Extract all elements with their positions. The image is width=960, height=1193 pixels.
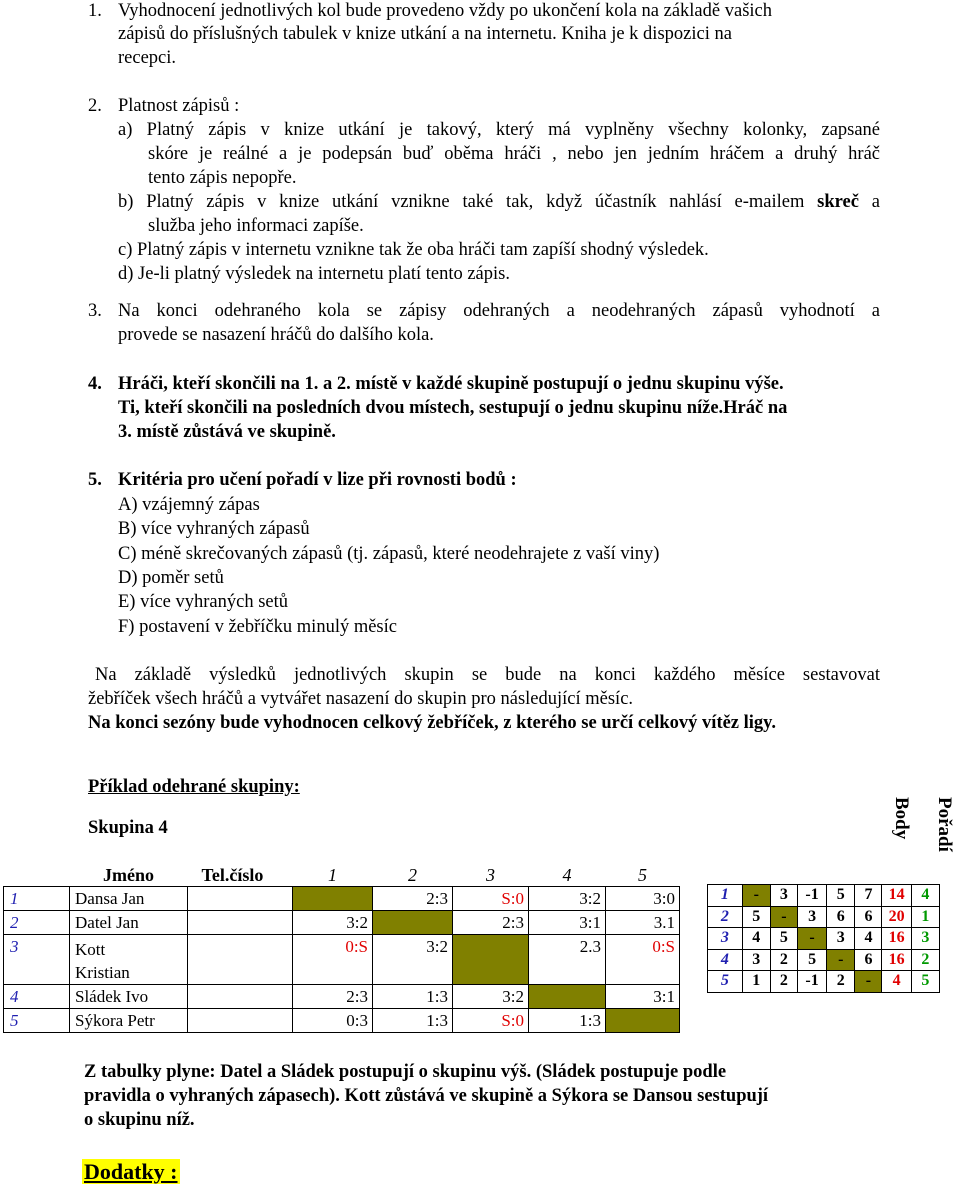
points-value: 6 — [855, 906, 882, 928]
points-total: 4 — [882, 971, 911, 993]
header-col-2: 2 — [373, 864, 453, 887]
points-value: - — [855, 971, 882, 993]
result-cell: 1:3 — [373, 1009, 453, 1033]
points-row — [708, 928, 940, 950]
player-index: 5 — [4, 1009, 70, 1033]
result-cell: 2:3 — [293, 985, 373, 1009]
points-rank: 2 — [911, 949, 939, 971]
self-match-cell — [453, 935, 529, 985]
self-match-cell — [529, 985, 606, 1009]
points-value: 5 — [742, 906, 770, 928]
points-value: 6 — [827, 906, 855, 928]
rule-2a-line-1: a) Platný zápis v knize utkání je takový, který má vyplněny všechny kolonky, zapsané — [118, 120, 880, 140]
points-table — [707, 884, 940, 1045]
result-cell: 3:0 — [606, 887, 680, 911]
rule-1-line-2: zápisů do příslušných tabulek v knize utkání a na internetu. Kniha je k dispozici na — [118, 24, 732, 44]
points-value: 3 — [827, 928, 855, 950]
points-value: 2 — [770, 949, 797, 971]
rule-2a-line-3: tento zápis nepopře. — [148, 168, 297, 188]
points-rank: 4 — [911, 885, 939, 907]
rule-2b-line-2: služba jeho informaci zapíše. — [148, 216, 364, 236]
points-row — [708, 949, 940, 971]
player-index: 4 — [4, 985, 70, 1009]
conclusion-line-2: pravidla o vyhraných zápasech). Kott zůstává ve skupině a Sýkora se Dansou sestupují — [84, 1086, 769, 1106]
result-cell: S:0 — [453, 887, 529, 911]
rule-4-line-3: 3. místě zůstává ve skupině. — [118, 422, 336, 442]
points-total: 16 — [882, 949, 911, 971]
points-value: 5 — [770, 928, 797, 950]
result-cell: 0:S — [606, 935, 680, 985]
criterion-f: F) postavení v žebříčku minulý měsíc — [118, 617, 397, 637]
conclusion-line-1: Z tabulky plyne: Datel a Sládek postupují o skupinu výš. (Sládek postupuje podle — [84, 1062, 727, 1082]
result-cell: S:0 — [453, 1009, 529, 1033]
result-cell: 3:2 — [529, 887, 606, 911]
points-total: 20 — [882, 906, 911, 928]
player-name: Sládek Ivo — [70, 985, 188, 1009]
result-cell: 2.3 — [529, 935, 606, 985]
group-table — [3, 864, 680, 1033]
points-spacer — [708, 992, 940, 1045]
points-rank: 5 — [911, 971, 939, 993]
rule-5-title: Kritéria pro učení pořadí v lize při rovnosti bodů : — [118, 470, 517, 490]
player-phone — [188, 935, 293, 985]
rule-2c: c) Platný zápis v internetu vznikne tak že oba hráči tam zapíší shodný výsledek. — [118, 240, 709, 260]
result-cell: 3.1 — [606, 911, 680, 935]
result-cell: 1:3 — [529, 1009, 606, 1033]
rule-4-number: 4. — [88, 374, 102, 394]
result-cell: 3:2 — [453, 985, 529, 1009]
player-index: 1 — [4, 887, 70, 911]
header-col-3: 3 — [453, 864, 529, 887]
rule-3-number: 3. — [88, 301, 102, 321]
points-index: 4 — [708, 949, 743, 971]
rule-2d: d) Je-li platný výsledek na internetu platí tento zápis. — [118, 264, 510, 284]
summary-line-3: Na konci sezóny bude vyhodnocen celkový žebříček, z kterého se určí celkový vítěz ligy. — [88, 713, 777, 733]
points-value: -1 — [797, 885, 826, 907]
points-value: 3 — [770, 885, 797, 907]
points-value: 5 — [797, 949, 826, 971]
appendix-heading — [82, 1161, 180, 1184]
conclusion-line-3: o skupinu níž. — [84, 1110, 195, 1130]
result-cell: 3:2 — [373, 935, 453, 985]
points-spacer-row — [708, 992, 940, 1045]
criterion-c: C) méně skrečovaných zápasů (tj. zápasů, které neodehrajete z vaší viny) — [118, 544, 660, 564]
points-value: - — [797, 928, 826, 950]
points-value: 3 — [797, 906, 826, 928]
points-value: - — [827, 949, 855, 971]
header-col-4: 4 — [529, 864, 606, 887]
points-total: 16 — [882, 928, 911, 950]
header-name: Jméno — [70, 864, 188, 887]
table-header-row — [4, 864, 680, 887]
appendix-label: Dodatky : — [84, 1159, 178, 1184]
table-row — [4, 887, 680, 911]
result-cell: 2:3 — [453, 911, 529, 935]
points-value: 2 — [827, 971, 855, 993]
self-match-cell — [293, 887, 373, 911]
points-value: 6 — [855, 949, 882, 971]
criterion-a: A) vzájemný zápas — [118, 495, 260, 515]
summary-line-1: Na základě výsledků jednotlivých skupin se bude na konci každého měsíce sestavovat — [95, 665, 880, 685]
rule-3-line-2: provede se nasazení hráčů do dalšího kola. — [118, 325, 434, 345]
points-rank: 3 — [911, 928, 939, 950]
player-phone — [188, 911, 293, 935]
player-name: Dansa Jan — [70, 887, 188, 911]
criterion-e: E) více vyhraných setů — [118, 592, 289, 612]
points-value: 3 — [742, 949, 770, 971]
result-cell: 3:1 — [529, 911, 606, 935]
summary-line-2: žebříček všech hráčů a vytvářet nasazení do skupin pro následující měsíc. — [88, 689, 634, 709]
rule-2b-line-1: b) Platný zápis v knize utkání vznikne také tak, když účastník nahlásí e-mailem skreč a — [118, 192, 880, 212]
order-column-header: Pořadí — [934, 797, 955, 852]
body-column-header: Body — [891, 797, 912, 840]
points-value: 1 — [742, 971, 770, 993]
result-cell: 1:3 — [373, 985, 453, 1009]
player-index: 3 — [4, 935, 70, 985]
header-col-1: 1 — [293, 864, 373, 887]
rule-2a-line-2: skóre je reálné a je podepsán buď oběma hráči , nebo jen jedním hráčem a druhý hráč — [148, 144, 880, 164]
points-value: - — [770, 906, 797, 928]
player-phone — [188, 887, 293, 911]
result-cell: 0:3 — [293, 1009, 373, 1033]
rule-1-line-1: Vyhodnocení jednotlivých kol bude provedeno vždy po ukončení kola na základě vašich — [118, 1, 772, 21]
points-index: 2 — [708, 906, 743, 928]
header-col-5: 5 — [606, 864, 680, 887]
rule-5-number: 5. — [88, 470, 102, 490]
group-title: Skupina 4 — [88, 818, 168, 838]
result-cell: 3:2 — [293, 911, 373, 935]
rule-1-number: 1. — [88, 1, 102, 21]
rule-2-title: Platnost zápisů : — [118, 96, 240, 116]
header-phone: Tel.číslo — [188, 864, 293, 887]
result-cell: 2:3 — [373, 887, 453, 911]
points-row — [708, 885, 940, 907]
table-row — [4, 935, 680, 985]
rule-1-line-3: recepci. — [118, 48, 177, 68]
player-phone — [188, 1009, 293, 1033]
points-total: 14 — [882, 885, 911, 907]
points-value: 4 — [855, 928, 882, 950]
points-index: 5 — [708, 971, 743, 993]
player-name: Datel Jan — [70, 911, 188, 935]
rule-4-line-2: Ti, kteří skončili na posledních dvou místech, sestupují o jednu skupinu níže.Hráč na — [118, 398, 788, 418]
rule-3-line-1: Na konci odehraného kola se zápisy odehraných a neodehraných zápasů vyhodnotí a — [118, 301, 880, 321]
points-value: 5 — [827, 885, 855, 907]
points-row — [708, 971, 940, 993]
points-value: - — [742, 885, 770, 907]
rule-4-line-1: Hráči, kteří skončili na 1. a 2. místě v každé skupině postupují o jednu skupinu výše. — [118, 374, 784, 394]
points-rank: 1 — [911, 906, 939, 928]
points-value: 7 — [855, 885, 882, 907]
points-index: 1 — [708, 885, 743, 907]
points-value: 4 — [742, 928, 770, 950]
points-row — [708, 906, 940, 928]
rule-2-number: 2. — [88, 96, 102, 116]
criterion-b: B) více vyhraných zápasů — [118, 519, 310, 539]
points-value: -1 — [797, 971, 826, 993]
player-name: Sýkora Petr — [70, 1009, 188, 1033]
table-row — [4, 911, 680, 935]
result-cell: 0:S — [293, 935, 373, 985]
self-match-cell — [606, 1009, 680, 1033]
points-index: 3 — [708, 928, 743, 950]
points-value: 2 — [770, 971, 797, 993]
example-heading: Příklad odehrané skupiny: — [88, 777, 300, 797]
result-cell: 3:1 — [606, 985, 680, 1009]
player-index: 2 — [4, 911, 70, 935]
player-name: Kott Kristian — [70, 935, 188, 985]
table-row — [4, 1009, 680, 1033]
self-match-cell — [373, 911, 453, 935]
table-row — [4, 985, 680, 1009]
criterion-d: D) poměr setů — [118, 568, 224, 588]
player-phone — [188, 985, 293, 1009]
